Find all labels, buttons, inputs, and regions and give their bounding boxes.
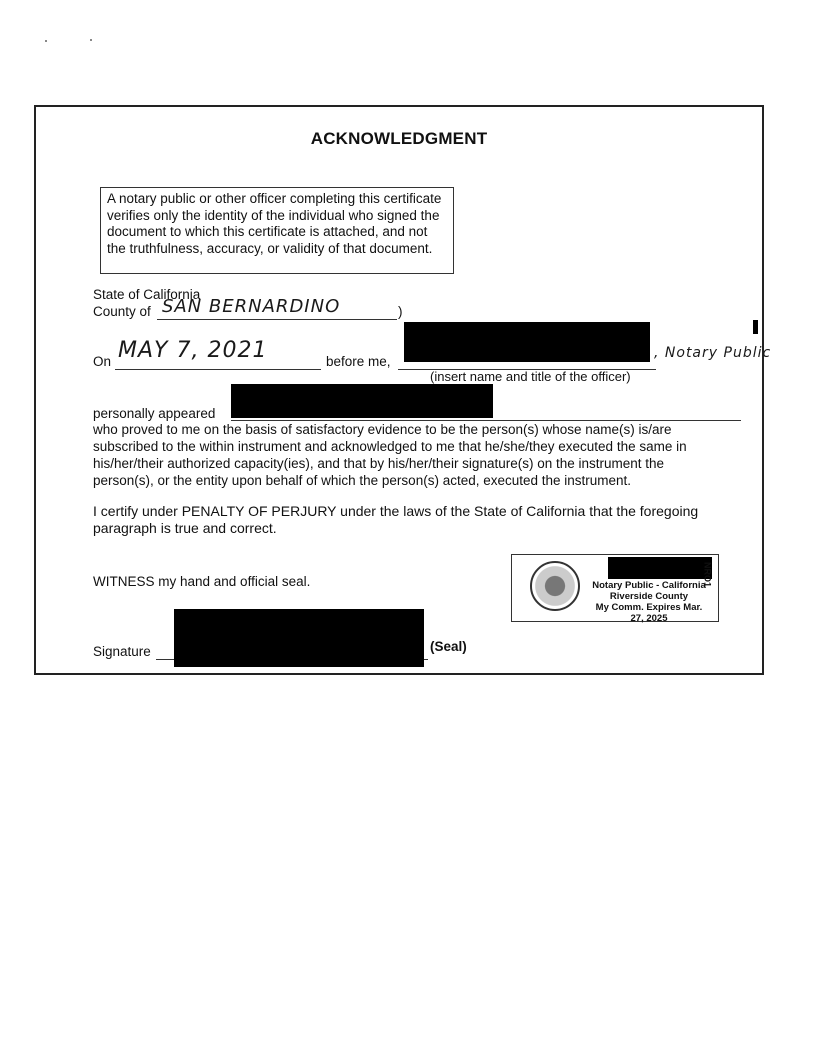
acknowledgment-form	[34, 105, 772, 675]
witness-text: WITNESS my hand and official seal.	[93, 574, 311, 589]
redacted-notary-name	[608, 557, 712, 579]
appeared-label: personally appeared	[93, 406, 216, 421]
redacted-officer-name	[404, 322, 650, 362]
notary-seal-stamp	[511, 554, 719, 622]
seal-label: (Seal)	[430, 639, 467, 654]
on-label: On	[93, 354, 112, 369]
redaction-mark	[753, 320, 758, 334]
certify-line: I certify under PENALTY OF PERJURY under the laws of the State of California that the foregoing	[93, 503, 699, 519]
before-me-label: before me,	[326, 354, 391, 369]
officer-title[interactable]: , Notary Public	[654, 345, 772, 361]
stamp-line-1: Notary Public - California	[592, 580, 706, 591]
date-value[interactable]: MAY 7, 2021	[118, 338, 268, 363]
state-label: State of California	[93, 287, 201, 302]
county-close-paren: )	[398, 304, 403, 319]
county-label: County of	[93, 304, 151, 319]
body-line: his/her/their authorized capacity(ies), and that by his/her/their signature(s) on the instrument the	[93, 456, 665, 471]
county-value[interactable]: SAN BERNARDINO	[162, 296, 341, 317]
notice-box: A notary public or other officer completing this certificate verifies only the identity of the individual who signed the document to which this certificate is attached, and not the truthfulness, accuracy, or validity of that document.	[100, 187, 454, 274]
stamp-side-code: NRO1	[702, 561, 713, 587]
certify-paragraph	[93, 503, 698, 537]
body-line: who proved to me on the basis of satisfactory evidence to be the person(s) whose name(s) is/are	[93, 422, 672, 437]
page-title: ACKNOWLEDGMENT	[310, 129, 488, 148]
body-line: person(s), or the entity upon behalf of which the person(s) acted, executed the instrument.	[93, 473, 632, 488]
date-underline	[115, 369, 321, 370]
body-line: subscribed to the within instrument and acknowledged to me that he/she/they executed the same in	[93, 439, 687, 454]
stamp-line-3: My Comm. Expires Mar. 27, 2025	[595, 602, 703, 624]
certify-line: paragraph is true and correct.	[93, 520, 277, 536]
county-underline	[157, 319, 397, 320]
signature-label: Signature	[93, 644, 151, 659]
scan-speck	[45, 40, 47, 42]
state-seal-icon	[530, 561, 580, 611]
redacted-signer-name	[231, 384, 493, 418]
officer-hint: (insert name and title of the officer)	[430, 369, 631, 384]
acknowledgment-body	[93, 421, 687, 489]
scan-speck	[90, 39, 92, 41]
redacted-signature	[174, 609, 424, 667]
stamp-line-2: Riverside County	[609, 591, 689, 602]
